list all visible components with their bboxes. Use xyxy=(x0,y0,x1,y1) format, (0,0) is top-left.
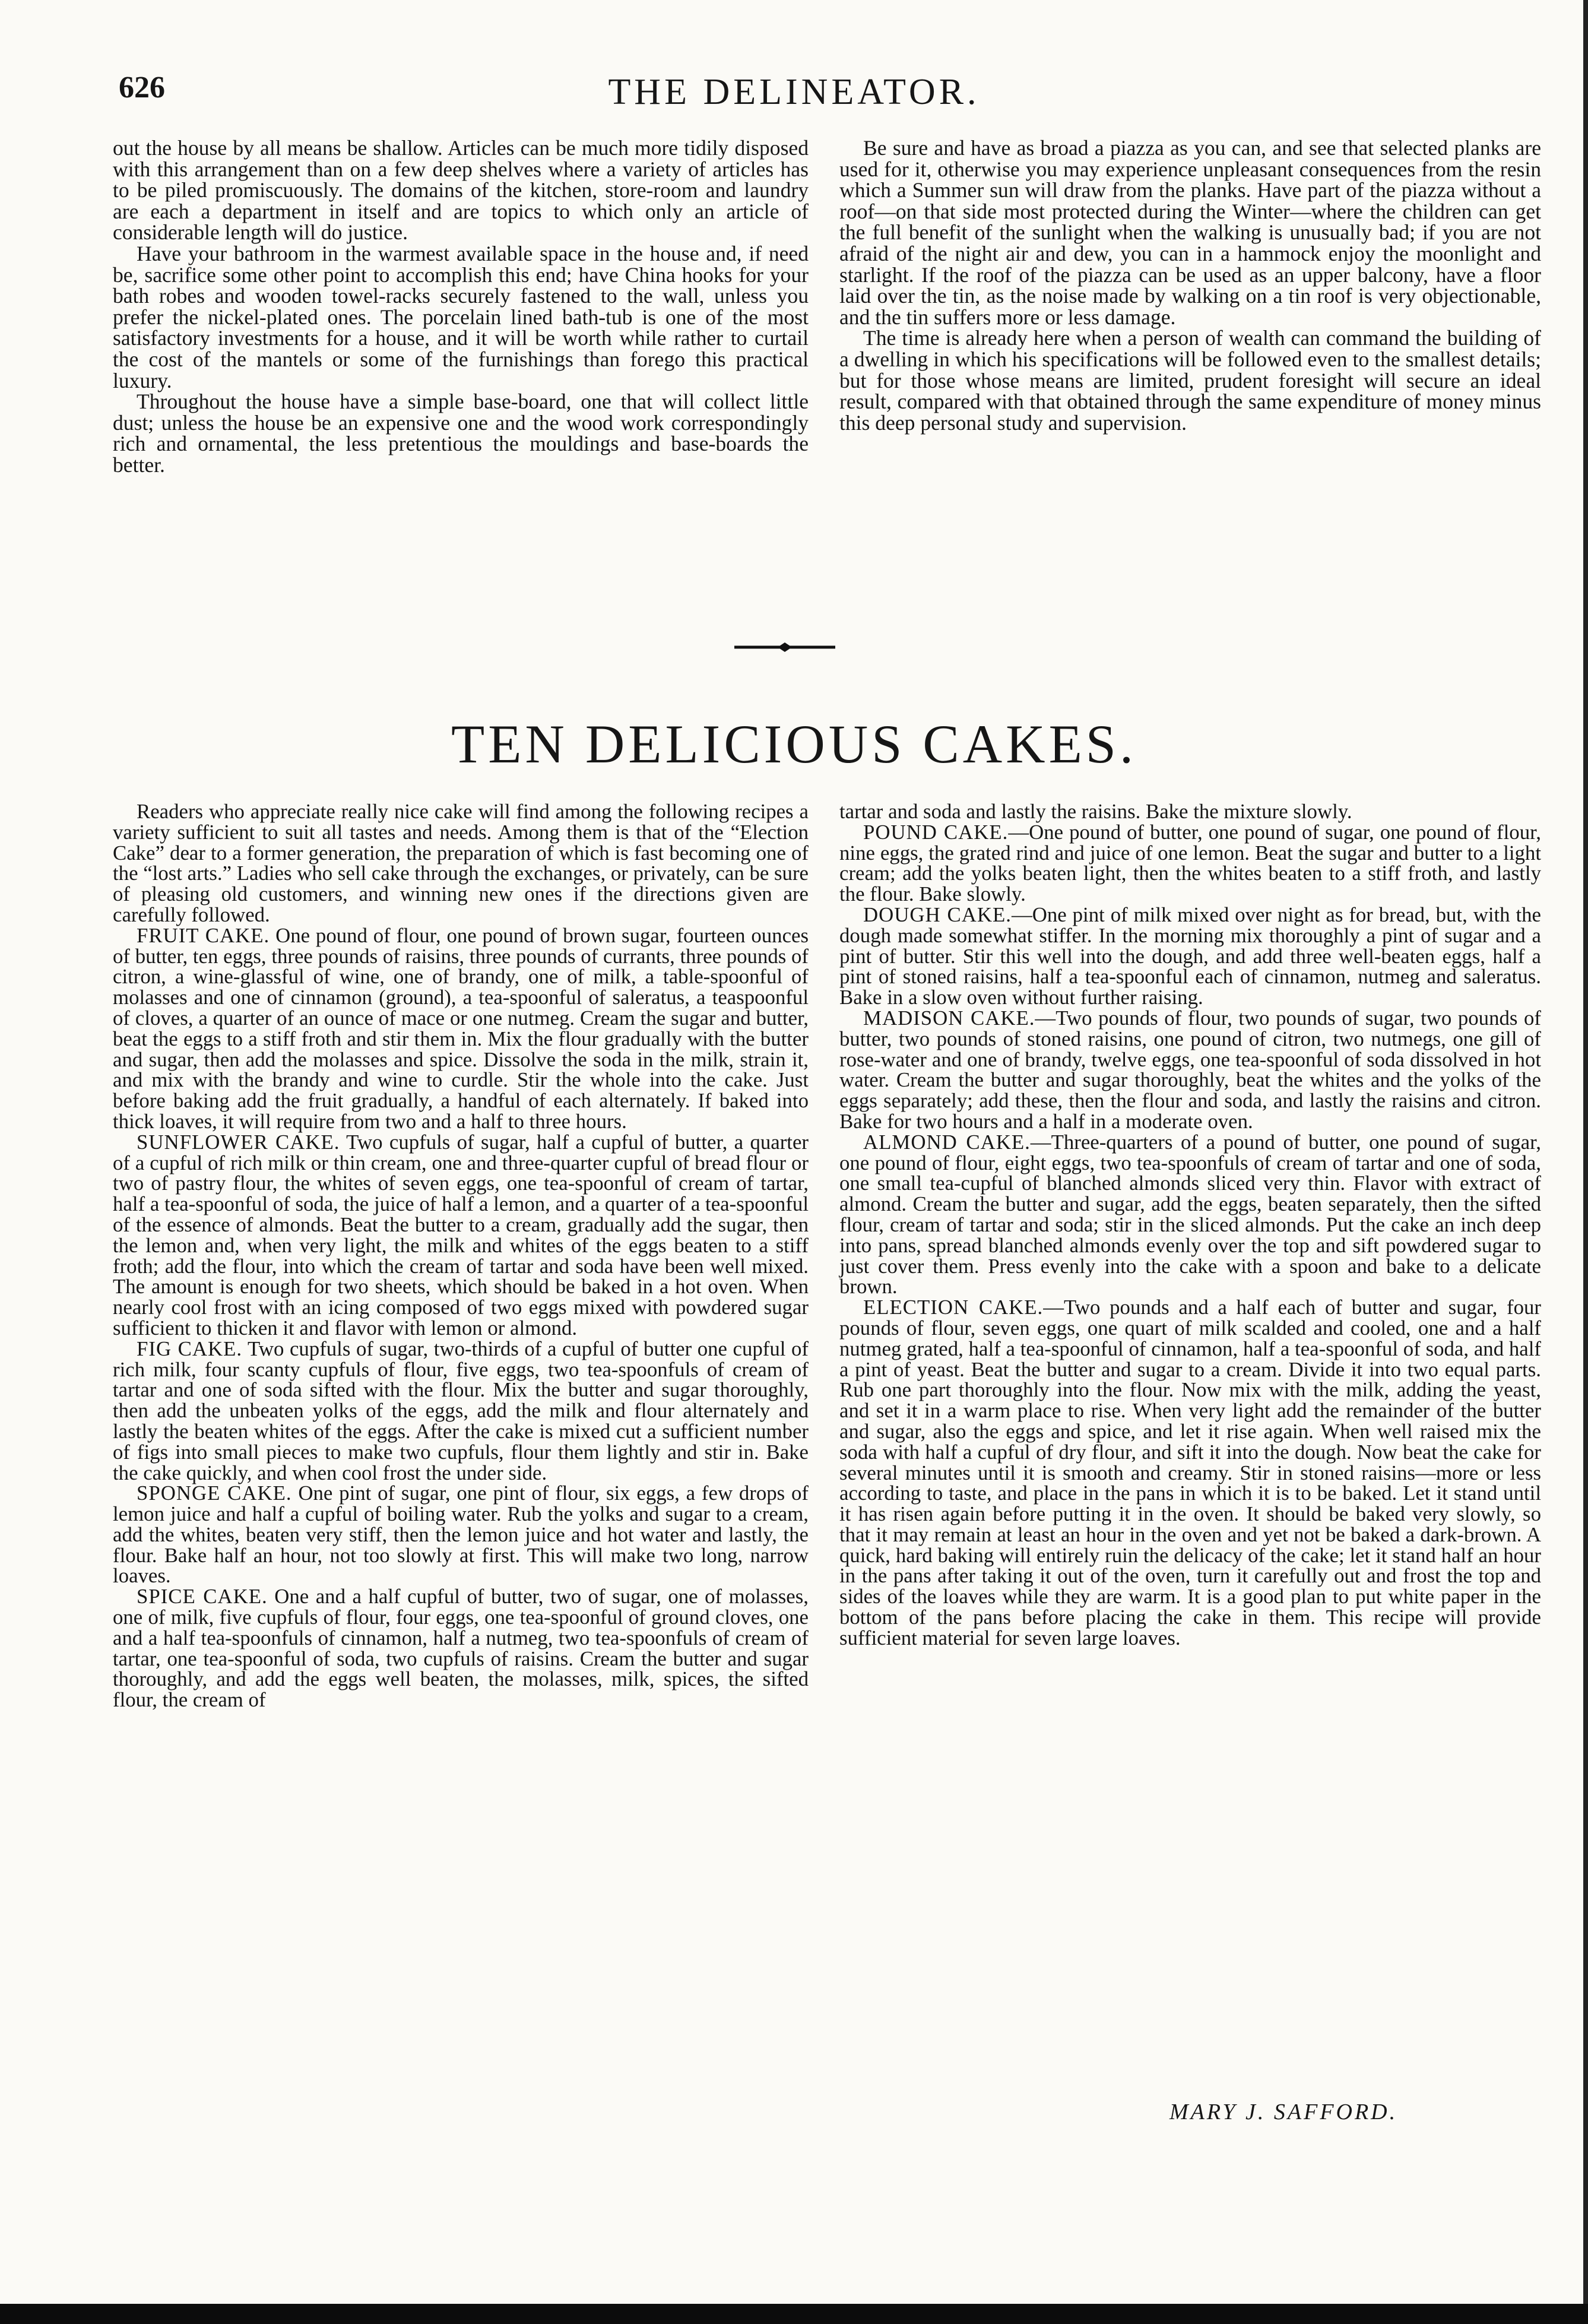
recipe-text: Two cupfuls of sugar, two-thirds of a cupful of butter one cupful of rich milk, four scanty cupfuls of flour, five eggs, two tea-spoonfuls of cream of tartar and one of soda sifted with the flour. Mix the butter and sugar thoroughly, then add the unbeaten yolks of the eggs, add the milk and flour alternately and lastly the beaten whites of the eggs. After the cake is mixed cut a sufficient number of figs into small pieces to make two cupfuls, flour them lightly and stir in. Bake the cake quickly, and when cool frost the under side. xyxy=(113,1337,809,1484)
recipe-name: FRUIT CAKE. xyxy=(137,923,270,947)
recipe xyxy=(113,1587,809,1711)
recipe-name: ALMOND CAKE. xyxy=(863,1130,1031,1154)
top-right-column xyxy=(839,138,1541,433)
recipe-text: Two cupfuls of sugar, half a cupful of butter, a quarter of a cupful of rich milk or thin cream, one and three-quarter cupful of bread flour or two of pastry flour, the whites of seven eggs, one tea-spoonful of cream of tartar, half a tea-spoonful of soda, the juice of half a lemon, and a quarter of a tea-spoonful of the essence of almonds. Beat the butter to a cream, gradually add the sugar, then the lemon and, when very light, the milk and whites of the eggs beaten to a stiff froth; add the flour, into which the cream of tartar and soda have been well mixed. The amount is enough for two sheets, which should be baked in a hot oven. When nearly cool frost with an icing composed of two eggs mixed with powdered sugar sufficient to thicken it and flavor with lemon or almond. xyxy=(113,1130,809,1340)
paragraph: Have your bathroom in the warmest available space in the house and, if need be, sacrifice some other point to accomplish this end; have China hooks for your bath robes and wooden towel-racks securely fastened to the wall, unless you prefer the nickel-plated ones. The porcelain lined bath-tub is one of the most satisfactory investments for a house, and it will be worth while rather to curtail the cost of the mantels or some of the furnishings than forego this practical luxury. xyxy=(113,241,809,392)
recipe-name: FIG CAKE. xyxy=(137,1337,243,1360)
page-number: 626 xyxy=(119,71,165,105)
recipe-name: SPONGE CAKE. xyxy=(137,1481,292,1505)
paragraph: Throughout the house have a simple base-board, one that will collect little dust; unless the house be an expensive one and the wood work correspondingly rich and ornamental, the less pretentious the mouldings and base-boards the better. xyxy=(113,390,809,477)
recipes-right-column xyxy=(839,802,1541,1649)
recipe xyxy=(839,1008,1541,1132)
recipe-text: —Two pounds of flour, two pounds of sugar, two pounds of butter, two pounds of stoned raisins, one pound of citron, two nutmegs, one gill of rose-water and one of brandy, twelve eggs, one tea-spoonful of soda dissolved in hot water. Cream the butter and sugar thoroughly, beat the whites and the yolks of the eggs separately; add these, then the flour and soda, and lastly the raisins and citron. Bake for two hours and a half in a moderate oven. xyxy=(839,1006,1541,1133)
author-byline: MARY J. SAFFORD. xyxy=(1169,2100,1398,2124)
recipes-left-column xyxy=(113,802,809,1711)
running-head: THE DELINEATOR. xyxy=(608,72,980,112)
intro-paragraph: Readers who appreciate really nice cake will find among the following recipes a variety sufficient to suit all tastes and needs. Among them is that of the “Election Cake” dear to a former generation, the preparation of which is fast becoming one of the “lost arts.” Ladies who sell cake through the exchanges, or privately, can be sure of pleasing old customers, and winning new ones if the directions given are carefully followed. xyxy=(113,800,809,926)
recipe-text: One and a half cupful of butter, two of sugar, one of molasses, one of milk, five cupfuls of flour, four eggs, one tea-spoonful of ground cloves, one and a half tea-spoonfuls of cinnamon, half a nutmeg, two tea-spoonfuls of cream of tartar, one tea-spoonful of soda, two cupfuls of raisins. Cream the butter and sugar thoroughly, and add the eggs well beaten, the molasses, milk, spices, the sifted flour, the cream of xyxy=(113,1585,809,1712)
continuation-paragraph: tartar and soda and lastly the raisins. Bake the mixture slowly. xyxy=(839,800,1352,823)
recipe xyxy=(839,1132,1541,1297)
section-title: TEN DELICIOUS CAKES. xyxy=(451,714,1137,774)
top-left-column xyxy=(113,138,809,476)
recipe-name: SPICE CAKE. xyxy=(137,1585,268,1609)
recipe xyxy=(839,1297,1541,1649)
recipe-text: —Two pounds and a half each of butter and sugar, four pounds of flour, seven eggs, one quart of milk scalded and cooled, one and a half nutmeg grated, half a tea-spoonful of cinnamon, half a tea-spoonful of soda, and half a pint of yeast. Beat the butter and sugar to a cream. Divide it into two equal parts. Rub one part thoroughly into the flour. Now mix with the milk, adding the yeast, and set it in a warm place to rise. When very light add the remainder of the butter and sugar, also the eggs and spice, and let it rise again. When well raised mix the soda with half a cupful of dry flour, and sift it into the dough. Now beat the cake for several minutes until it is smooth and creamy. Stir in stoned raisins—more or less according to taste, and place in the pans in which it is to be baked. Let it stand until it has risen again before putting it in the oven. It should be baked very slowly, so that it may remain at least an hour in the oven and yet not be baked a dark-brown. A quick, hard baking will entirely ruin the delicacy of the cake; let it stand half an hour in the pans after taking it out of the oven, turn it carefully out and frost the top and sides of the loaves while they are warm. It is a good plan to put white paper in the bottom of the pans before placing the cake in them. This recipe will provide sufficient material for seven large loaves. xyxy=(839,1296,1541,1649)
recipe-text: One pint of sugar, one pint of flour, six eggs, a few drops of lemon juice and half a cupful of boiling water. Rub the yolks and sugar to a cream, add the whites, beaten very stiff, then the lemon juice and hot water and lastly, the flour. Bake half an hour, not too slowly at first. This will make two long, narrow loaves. xyxy=(113,1481,809,1588)
recipe-text: One pound of flour, one pound of brown sugar, fourteen ounces of butter, ten eggs, three pounds of raisins, three pounds of currants, three pounds of citron, a wine-glassful of wine, one of brandy, one of milk, a table-spoonful of molasses and one of cinnamon (ground), a tea-spoonful of saleratus, a teaspoonful of cloves, a quarter of an ounce of mace or one nutmeg. Cream the sugar and butter, beat the eggs to a stiff froth and stir them in. Mix the flour gradually with the butter and sugar, then add the molasses and spice. Dissolve the soda in the milk, strain it, and mix with the brandy and wine to curdle. Stir the whole into the cake. Just before baking add the fruit gradually, a handful of each alternately. If baked into thick loaves, it will require from two and a half to three hours. xyxy=(113,923,809,1133)
recipe xyxy=(839,822,1541,905)
page-header xyxy=(113,65,1475,119)
divider-ornament xyxy=(734,641,835,653)
paragraph: out the house by all means be shallow. Articles can be much more tidily disposed with this arrangement than on a few deep shelves where a variety of articles has to be piled promiscuously. The domains of the kitchen, store-room and laundry are each a department in itself and are topics to which only an article of considerable length will do justice. xyxy=(113,136,809,245)
recipe-name: SUNFLOWER CAKE. xyxy=(137,1130,340,1154)
recipe xyxy=(113,1132,809,1339)
recipe-text: —Three-quarters of a pound of butter, one pound of sugar, one pound of flour, eight eggs, two tea-spoonfuls of cream of tartar and one of soda, one small tea-cupful of blanched almonds sliced very thin. Flavor with extract of almond. Cream the butter and sugar, add the eggs, beaten separately, then the sifted flour, cream of tartar and soda; stir in the sliced almonds. Put the cake an inch deep into pans, spread blanched almonds evenly over the top and sift powdered sugar to just cover them. Press evenly into the cake with a spoon and bake to a delicate brown. xyxy=(839,1130,1542,1299)
recipe-text: —One pound of butter, one pound of sugar, one pound of flour, nine eggs, the grated rind and juice of one lemon. Beat the sugar and butter to a light cream; add the yolks beaten light, then the whites beaten to a stiff froth, and lastly the flour. Bake slowly. xyxy=(839,820,1541,906)
page-edge xyxy=(1583,0,1588,2324)
recipe xyxy=(113,1483,809,1587)
scan-bottom-border xyxy=(0,2304,1588,2324)
recipe xyxy=(839,905,1541,1008)
recipe-name: MADISON CAKE. xyxy=(863,1006,1035,1030)
recipe xyxy=(113,1339,809,1484)
recipe-text: —One pint of milk mixed over night as for bread, but, with the dough made somewhat stiffer. In the morning mix thoroughly a pint of sugar and a pint of butter. Stir this well into the dough, and add three well-beaten eggs, half a pint of stoned raisins, half a tea-spoonful each of cinnamon, nutmeg and saleratus. Bake in a slow oven without further raising. xyxy=(839,903,1541,1009)
recipe-name: DOUGH CAKE. xyxy=(863,903,1012,926)
recipe-name: POUND CAKE. xyxy=(863,820,1009,844)
paragraph: The time is already here when a person of wealth can command the building of a dwelling in which his specifications will be followed even to the smallest details; but for those whose means are limited, prudent foresight will secure an ideal result, compared with that obtained through the same expenditure of money minus this deep personal study and supervision. xyxy=(839,326,1541,435)
recipe-name: ELECTION CAKE. xyxy=(863,1296,1044,1319)
paragraph: Be sure and have as broad a piazza as you can, and see that selected planks are used for it, otherwise you may experience unpleasant consequences from the resin which a Summer sun will draw from the planks. Have part of the piazza without a roof—on that side most protected during the Winter—where the children can get the full benefit of the sunlight when the walking is unusually bad; if you are not afraid of the night air and dew, you can in a hammock enjoy the moonlight and starlight. If the roof of the piazza can be used as an upper balcony, have a floor laid over the tin, as the noise made by walking on a tin roof is very objectionable, and the tin suffers more or less damage. xyxy=(839,136,1541,329)
recipe xyxy=(113,923,809,1133)
